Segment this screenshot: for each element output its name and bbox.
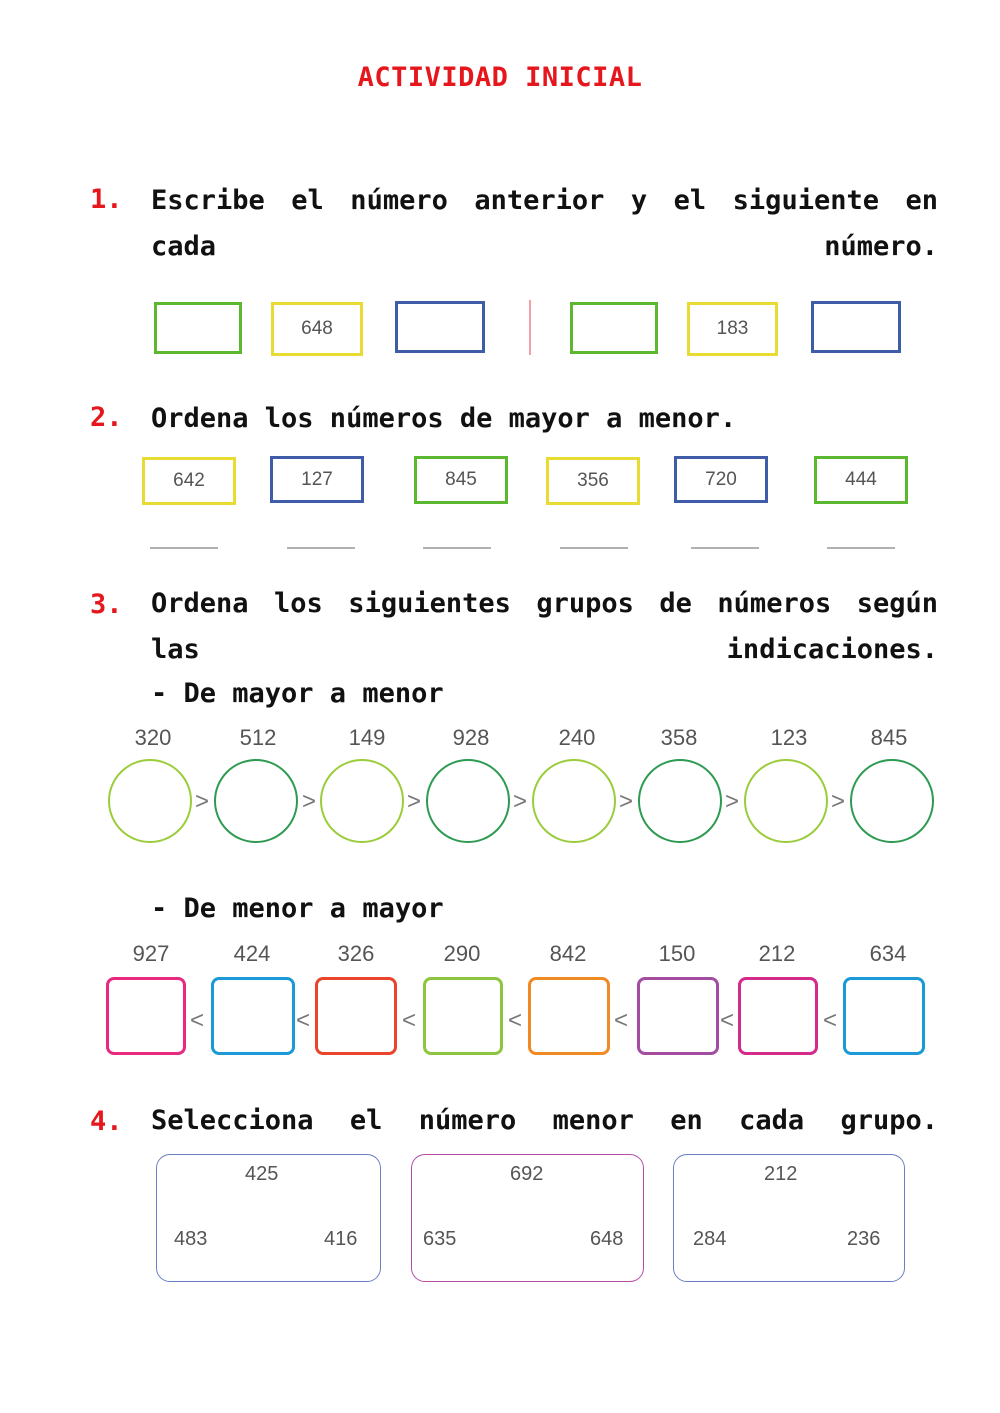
square-number: 212 — [758, 941, 796, 966]
number-group-3 — [673, 1154, 905, 1282]
number-value: 720 — [705, 468, 737, 490]
answer-circle[interactable] — [850, 759, 934, 843]
greater-than-symbol: > — [619, 788, 634, 815]
number-group-2 — [411, 1154, 644, 1282]
answer-line[interactable] — [827, 547, 895, 549]
answer-square[interactable] — [423, 977, 503, 1055]
answer-box-previous-1[interactable] — [154, 302, 242, 354]
question-1-number: 1. — [90, 184, 123, 215]
less-than-symbol: < — [296, 1007, 311, 1034]
greater-than-symbol: > — [302, 788, 317, 815]
greater-than-symbol: > — [831, 788, 846, 815]
group-number[interactable]: 483 — [174, 1228, 208, 1250]
subheading-menor-a-mayor: - De menor a mayor — [151, 893, 444, 924]
answer-square[interactable] — [106, 977, 186, 1055]
greater-than-symbol: > — [513, 788, 528, 815]
question-3-text: Ordena los siguientes grupos de números según las indicaciones. — [151, 588, 938, 665]
number-value: 648 — [301, 318, 333, 339]
square-number: 290 — [443, 941, 481, 966]
page-title: ACTIVIDAD INICIAL — [357, 62, 643, 93]
square-number: 927 — [132, 941, 170, 966]
question-2-number: 2. — [90, 402, 123, 433]
number-value: 183 — [716, 318, 749, 339]
group-number[interactable]: 284 — [693, 1228, 727, 1250]
number-box — [270, 456, 364, 503]
square-number: 326 — [337, 941, 375, 966]
divider — [529, 300, 531, 355]
number-box — [814, 456, 908, 504]
greater-than-symbol: > — [195, 788, 210, 815]
group-number[interactable]: 416 — [324, 1228, 358, 1250]
group-number[interactable]: 648 — [590, 1228, 624, 1250]
answer-circle[interactable] — [638, 759, 722, 843]
circle-number: 845 — [870, 725, 908, 750]
group-number[interactable]: 212 — [764, 1163, 798, 1185]
answer-square[interactable] — [211, 977, 295, 1055]
answer-circle[interactable] — [426, 759, 510, 843]
circle-number: 240 — [558, 725, 596, 750]
number-box — [142, 457, 236, 505]
subheading-mayor-a-menor: - De mayor a menor — [151, 678, 444, 709]
answer-line[interactable] — [150, 547, 218, 549]
answer-line[interactable] — [691, 547, 759, 549]
group-number[interactable]: 692 — [510, 1163, 544, 1185]
answer-square[interactable] — [738, 977, 818, 1055]
answer-line[interactable] — [560, 547, 628, 549]
number-box — [414, 456, 508, 504]
less-than-symbol: < — [614, 1007, 629, 1034]
less-than-symbol: < — [402, 1007, 417, 1034]
number-value: 127 — [301, 468, 333, 490]
answer-square[interactable] — [315, 977, 397, 1055]
question-1-text: Escribe el número anterior y el siguiente en cada número. — [151, 185, 938, 262]
circle-number: 149 — [348, 725, 386, 750]
square-number: 150 — [658, 941, 696, 966]
less-than-symbol: < — [823, 1007, 838, 1034]
square-number: 842 — [549, 941, 587, 966]
circle-number: 928 — [452, 725, 490, 750]
answer-line[interactable] — [423, 547, 491, 549]
less-than-symbol: < — [190, 1007, 205, 1034]
number-value: 845 — [445, 469, 477, 490]
number-box-2 — [687, 302, 778, 356]
circle-number: 320 — [134, 725, 172, 750]
answer-square[interactable] — [637, 977, 719, 1055]
number-box — [546, 457, 640, 505]
circle-number: 512 — [239, 725, 277, 750]
answer-box-next-2[interactable] — [811, 301, 901, 353]
answer-box-next-1[interactable] — [395, 301, 485, 353]
answer-circle[interactable] — [532, 759, 616, 843]
greater-than-symbol: > — [725, 788, 740, 815]
answer-line[interactable] — [287, 547, 355, 549]
circle-number: 123 — [770, 725, 808, 750]
answer-square[interactable] — [528, 977, 610, 1055]
number-box-1 — [271, 302, 363, 356]
question-4-text: Selecciona el número menor en cada grupo. — [151, 1105, 938, 1136]
circle-number: 358 — [660, 725, 698, 750]
answer-circle[interactable] — [108, 759, 192, 843]
question-3-number: 3. — [90, 589, 123, 620]
number-value: 444 — [845, 469, 877, 490]
group-number[interactable]: 236 — [847, 1228, 881, 1250]
square-number: 634 — [869, 941, 907, 966]
number-group-1 — [156, 1154, 381, 1282]
answer-circle[interactable] — [744, 759, 828, 843]
group-number[interactable]: 425 — [245, 1163, 279, 1185]
question-2-text: Ordena los números de mayor a menor. — [151, 403, 737, 434]
number-box — [674, 456, 768, 503]
answer-square[interactable] — [843, 977, 925, 1055]
answer-circle[interactable] — [320, 759, 404, 843]
group-number[interactable]: 635 — [423, 1228, 457, 1250]
square-number: 424 — [233, 941, 271, 966]
less-than-symbol: < — [720, 1007, 735, 1034]
answer-circle[interactable] — [214, 759, 298, 843]
answer-box-previous-2[interactable] — [570, 302, 658, 354]
number-value: 642 — [173, 470, 205, 491]
number-value: 356 — [577, 470, 609, 491]
less-than-symbol: < — [508, 1007, 523, 1034]
question-4-number: 4. — [90, 1106, 123, 1137]
greater-than-symbol: > — [407, 788, 422, 815]
